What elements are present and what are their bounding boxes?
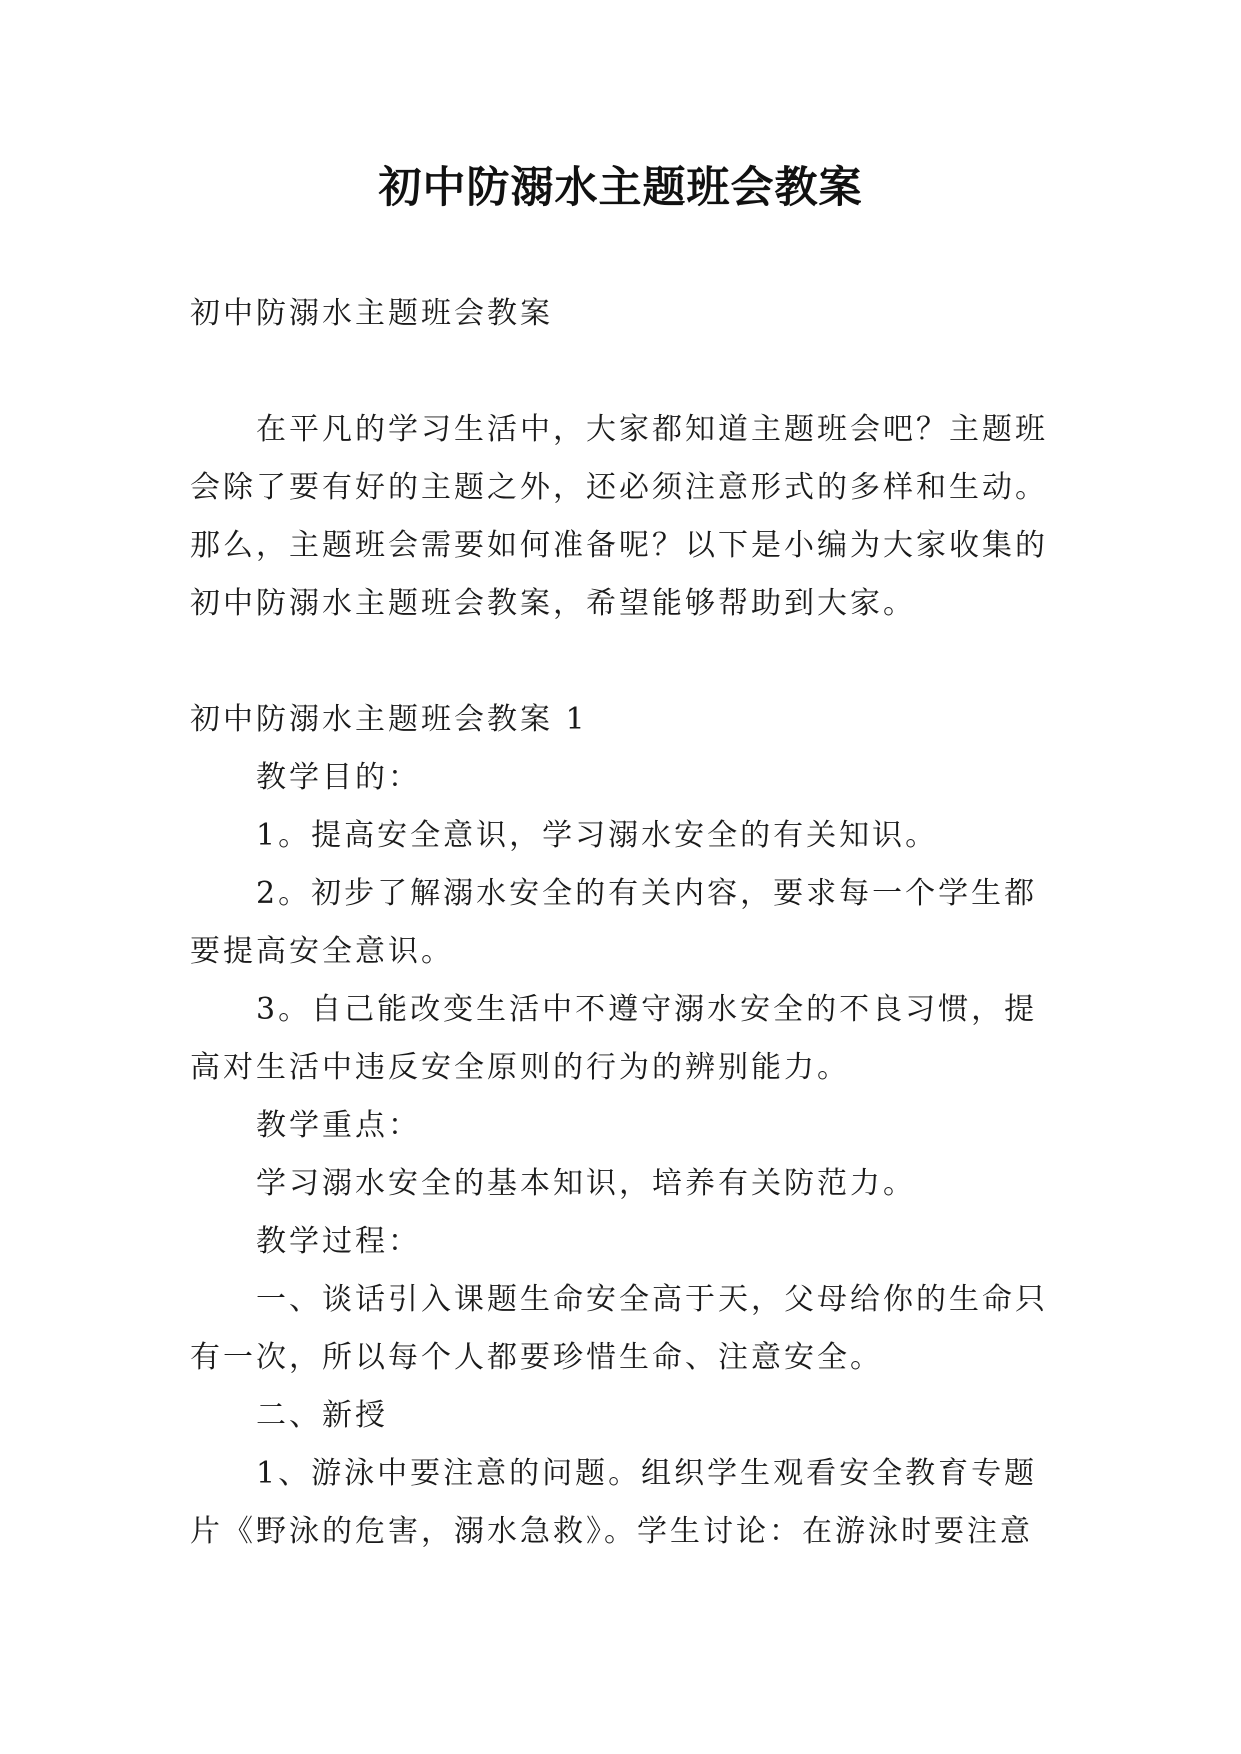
process-line: 片《野泳的危害，溺水急救》。学生讨论：在游泳时要注意	[190, 1514, 1033, 1549]
teaching-goals-heading: 教学目的：	[256, 760, 421, 795]
intro-paragraph-line: 在平凡的学习生活中，大家都知道主题班会吧？主题班	[256, 412, 1048, 447]
subtitle-line: 初中防溺水主题班会教案	[190, 296, 553, 331]
focus-line: 学习溺水安全的基本知识，培养有关防范力。	[256, 1166, 916, 1201]
goal-line: 1。提高安全意识，学习溺水安全的有关知识。	[256, 818, 939, 853]
process-line: 二、新授	[256, 1398, 388, 1433]
goal-line: 3。自己能改变生活中不遵守溺水安全的不良习惯，提	[256, 992, 1038, 1027]
process-line: 1、游泳中要注意的问题。组织学生观看安全教育专题	[256, 1456, 1038, 1491]
section-heading: 初中防溺水主题班会教案 1	[190, 702, 588, 737]
intro-paragraph-line: 会除了要有好的主题之外，还必须注意形式的多样和生动。	[190, 470, 1048, 505]
document-title: 初中防溺水主题班会教案	[378, 163, 863, 213]
intro-paragraph-line: 那么，主题班会需要如何准备呢？以下是小编为大家收集的	[190, 528, 1048, 563]
goal-line: 要提高安全意识。	[190, 934, 454, 969]
intro-paragraph-line: 初中防溺水主题班会教案，希望能够帮助到大家。	[190, 586, 916, 621]
process-line: 一、谈话引入课题生命安全高于天，父母给你的生命只	[256, 1282, 1048, 1317]
goal-line: 2。初步了解溺水安全的有关内容，要求每一个学生都	[256, 876, 1038, 911]
goal-line: 高对生活中违反安全原则的行为的辨别能力。	[190, 1050, 850, 1085]
teaching-focus-heading: 教学重点：	[256, 1108, 421, 1143]
teaching-process-heading: 教学过程：	[256, 1224, 421, 1259]
process-line: 有一次，所以每个人都要珍惜生命、注意安全。	[190, 1340, 883, 1375]
